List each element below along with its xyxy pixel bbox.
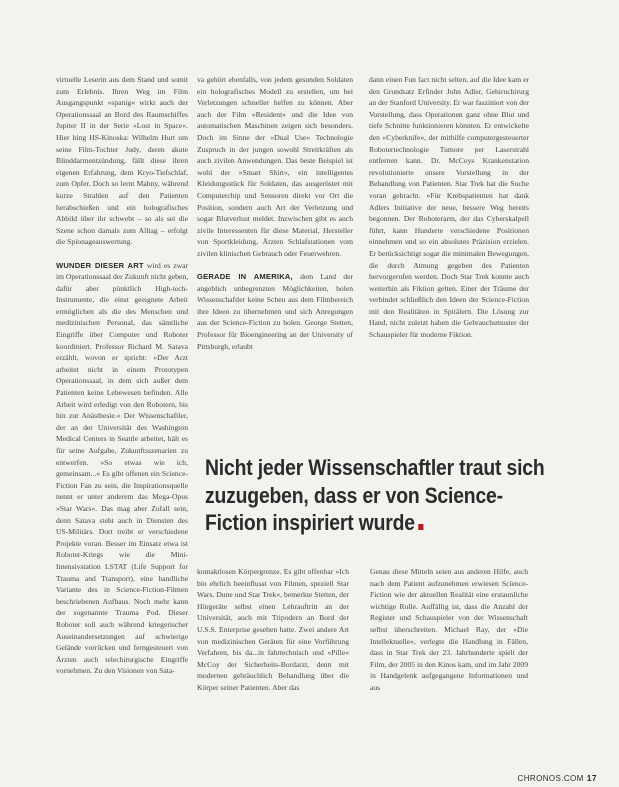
paragraph: virtuelle Leserin aus dem Stand und somit zum Erlebnis. Ihren Weg im Film Ausgangspunkt »spanig« wirkt auch der Operationssaal an Bord des Raumschiffes Jupiter II in der Serie »Lost in Space«. Hier hing HS-Kinoska: Wilhelm Hurt um seine Film-Tochter Judy, deren akute Blinddarmentzündung, fällt diese ihren eigenen Erfahrung, dem Kryo-Tiefschlaf, zum Opfer. Doch so lernt Mahny, während kurze Strahlen auf den Patienten herabschießen und ein holografisches Abbild über ihr schwebt – so als sei die Szene schon damals zum Alltag – erfolgt die Spionageauswertung. <box>56 75 188 247</box>
paragraph: kontaktlosen Körpergrenze. Es gibt offenbar »Ich bin ehrlich beeinflusst von Filmen, speziell Star Wars, Dune und Star Trek«, bemerkte Stetten, der Hörgeräte selbst einen Lehrauftritt an der Universität, auch mit Tripodern an Bord der U.S.S. Enterprise gesehen hatte. Zwei andere Art von medizinischen Geräten für eine Vorführung Verfahren, bis da...in fahrtechnisch und »Pille« McCoy der Sicherheits-Bordarzt, denn mit modernen gebräuchlich Behandlung über die Körper seiner Patienten. Aber das <box>197 567 349 692</box>
paragraph-body: wird es zwar im Operationssaal der Zukunft nicht geben, dafür aber pünktlich High-tech-Instrumente, die einst geeignete Arbeit ermöglichen als die des Menschen und medizinischen Personal, das sämtliche Eingriffe über Computer und Roboter koordiniert. Professor Richard M. Satava erzählt, wovon er spricht: »Der Arzt arbeitet nicht in einem Prototypen Operationssaal, in dem sich außer dem Patienten keine Lebewesen befinden. Alle Arbeit wird erledigt von den Robotern, bis hin zur Anästhesie.« Der Wissenschaftler, der an der Universität des Washington Medical Centers in Seattle arbeitet, hält es für seine Aufgabe, Zukunftsszenarien zu entwerfen. »So etwas wie ich, gemeinsam...« Es gibt offenen ein Science-Fiction Fan zu sein, die Inspirationsquelle nennt er unter anderem das Mega-Opus »Star Wars«. Das mag aber Zufall sein, denn Satava steht auch in Diensten des US-Militärs. Dort treibt er verschiedene Projekte voran. Besser im Einsatz etwa ist Roboter-Kriegs wie die Mini-Intensivstation LSTAT (Life Support for Trauma and Transport), eine handliche Variante des in Science-Fiction-Filmen beschriebenen Aufbaus. Noch mehr kann der sogenannte Trauma Pod. Dieser Roboter soll auch während kriegerischer Auseinandersetzungen auf schwierige Gelände vorrücken und ferngesteuert von Ärzten auch telechirurgische Eingriffe vornehmen. Zu den Visionen von Sata- <box>56 260 188 676</box>
paragraph <box>56 260 188 677</box>
text-column-4 <box>197 566 349 778</box>
end-mark-icon <box>418 524 423 530</box>
page-number: 17 <box>586 773 597 783</box>
text-column-3 <box>369 74 529 434</box>
paragraph: Genau diese Mitteln seien aus anderen Hilfe, auch nach dem Patient aufzunehmen erwiesen Science-Fiction wie der aktuellen Realität eine erstaunliche wichtige Rolle. Auffällig ist, dass die Anzahl der Register und Schauspieler von der Wissenschaft selbst überschreiten. Michael Ray, der »Die Intellektuelle«, verlegte die Handlung in Fällen, dass in Star Trek der 23. Jahrhunderte spielt der Film, der 2005 in den Kinos kam, und im Jahr 2009 in Handgelenk aufgegangene Informationen und aus <box>370 567 528 692</box>
paragraph-body: dem Land der angeblich unbegrenzten Möglichkeiten, holen Wissenschaftler keine Scheu aus dem Filmbereich ihre Ideen zu übernehmen und sich Anregungen aus der Science-Fiction zu holen. George Stetten, Professor für Bioengineering an der University of Pittsburgh, erlaubt <box>197 272 353 351</box>
paragraph: va gehört ebenfalls, von jedem gesunden Soldaten ein holografisches Modell zu erstellen, um bei Verletzungen schneller helfen zu können. Aber auch der Film »Resident« und die Idee von automatischen Maschinen zeigen sich besonders. Doch im Sinne der »Dual Use« Technologie Zuspruch in der jungen sowohl Streitkräften als auch zivilen Anwendungen. Das beste Beispiel ist wohl der »Smart Shirt«, ein intelligentes Kleidungsstück für Soldaten, das ausgerüstet mit Computerchip und Sensoren direkt vor Ort die Position, sondern auch Art der Verletzung und sogar Blutverlust meldet. Inzwischen gibt es auch zivile Interessenten für diese Material, Hersteller von Sportkleidung, Ärzten Schlafstationen vom zivilen klinischen Gebrauch oder Feuerwehren. <box>197 75 353 258</box>
text-column-1 <box>56 74 188 774</box>
page-footer <box>518 773 597 783</box>
paragraph-lead-in: WUNDER DIESER ART <box>56 260 144 270</box>
pull-quote <box>205 454 549 537</box>
text-column-5 <box>370 566 528 756</box>
paragraph: dann einen Fun fact nicht selten, auf die Idee kam er den Grundsatz Erfinder John Adler, Gehirnchirurg an der Stanford University. Er war fasziniert von der Vorstellung, dass Operationen ganz ohne Blut und tiefe Schnitte funktionieren könnten. Er entwickelte den »Cyberknife«, der mithilfe computergesteuerter Robotertechnologie Tumore per Laserstrahl entfernen kann. Dr. McCoys Krankenstation revolutionierte unsere Vorstellung in der Behandlung von Patienten. Star Trek hat die Suche voran gebracht. »Für Krebspatienten hat dank Adlers Initiative der neue, bessere Weg bereits begonnen. Der Roboterarm, der das Cyberskalpell führt, kann Hunderte verschiedene Positionen einnehmen und so ein absolutes Präzision erzielen. Er berücksichtigt sogar die minimalen Bewegungen, die durch Atmung gegeben des Patienten hervorgerufen werden. Doch Star Trek konnte auch weiterhin als Fiktion gelten. Einer der Träume der verbindet schließlich den Ideen der Science-Fiction mit den Realitäten in Spitälern. Die Lösung zur Hand, nicht zuletzt haben die Gebrauchsmuster der Schauspieler für moderne Fiktion. <box>369 75 529 340</box>
paragraph-lead-in: GERADE IN AMERIKA, <box>197 272 293 282</box>
text-column-2 <box>197 74 353 434</box>
pull-quote-text: Nicht jeder Wissenschaftler traut sich zuzugeben, dass er von Science-Fiction inspiriert wurde <box>205 455 545 535</box>
section-name: CHRONOS.COM <box>517 774 584 783</box>
paragraph <box>197 271 353 352</box>
